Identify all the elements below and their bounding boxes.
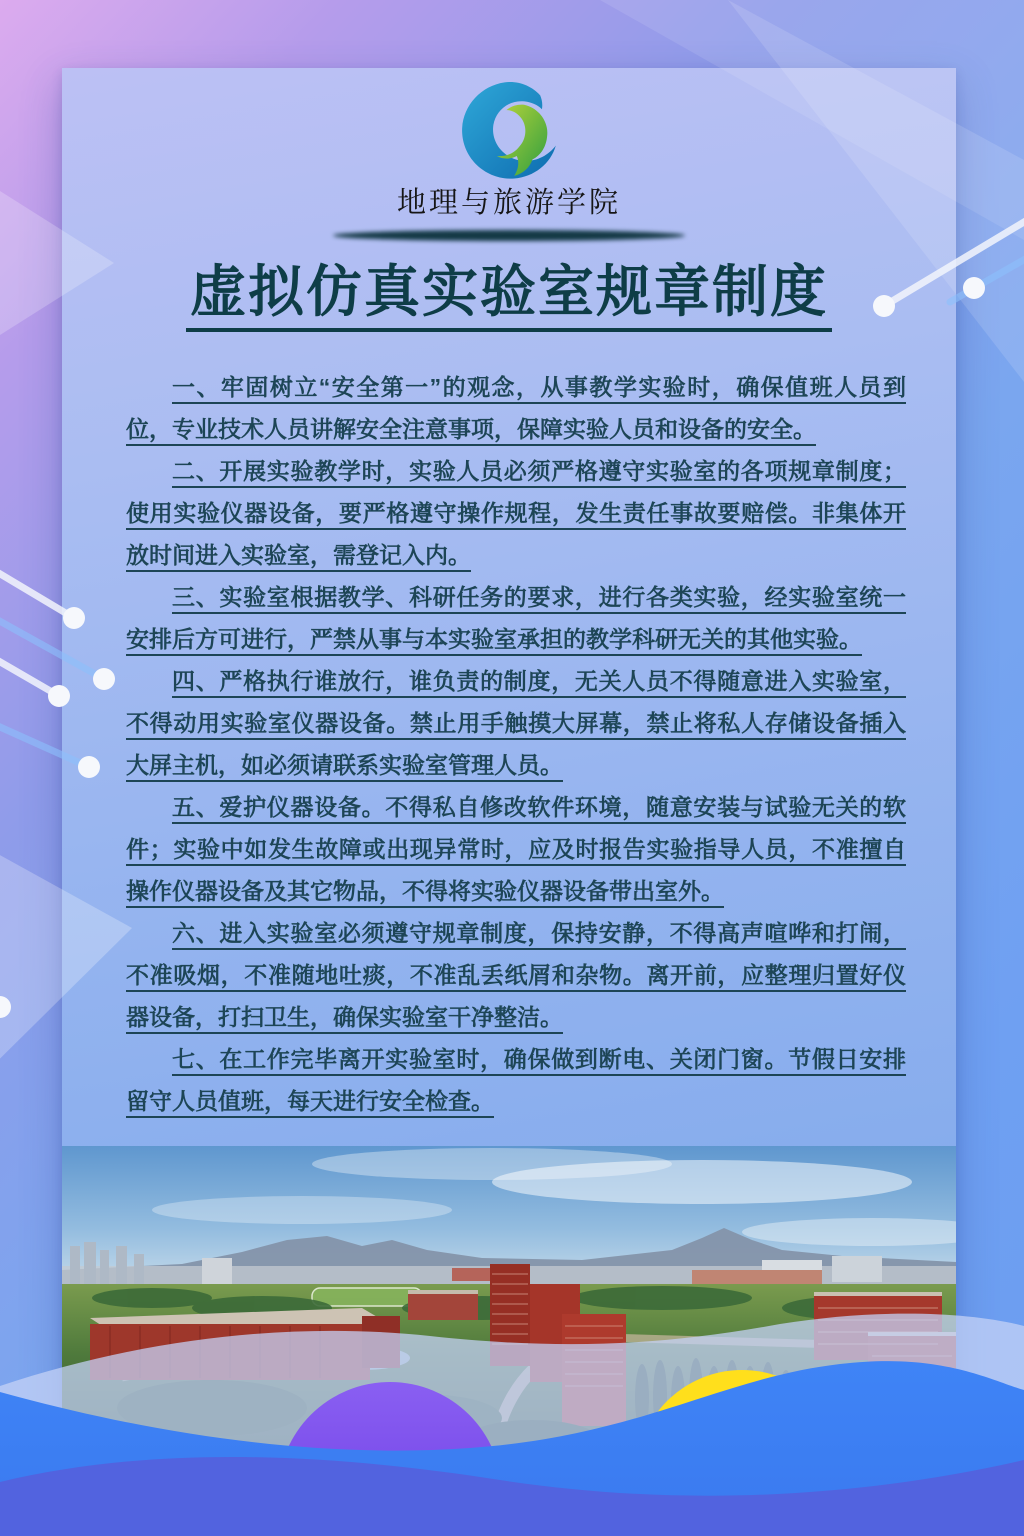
photo-pink-housing [692, 1270, 822, 1285]
college-name: 地理与旅游学院 [396, 187, 621, 219]
indigo-wave [0, 1457, 1024, 1536]
photo-building-central3 [562, 1314, 626, 1426]
photo-building-mid [408, 1294, 478, 1320]
page-title: 虚拟仿真实验室规章制度 [186, 261, 832, 332]
rule-item-6: 六、进入实验室必须遵守规章制度，保持安静，不得高声喧哗和打闹，不准吸烟，不准随地吐痰，不准乱丢纸屑和杂物。离开前，应整理归置好仪器设备，打扫卫生，确保实验室干净整洁。 [126, 920, 906, 1030]
photo-cypress-row [635, 1358, 793, 1434]
rule-item-4: 四、严格执行谁放行，谁负责的制度，无关人员不得随意进入实验室，不得动用实验室仪器设备。禁止用手触摸大屏幕，禁止将私人存储设备插入大屏主机，如必须请联系实验室管理人员。 [126, 668, 906, 778]
campus-photo [62, 1146, 956, 1458]
poster-card [62, 68, 956, 1468]
photo-building-left-wing [362, 1316, 400, 1368]
rule-item-3: 三、实验室根据教学、科研任务的要求，进行各类实验，经实验室统一安排后方可进行，严禁从事与本实验室承担的教学科研无关的其他实验。 [126, 584, 906, 652]
college-logo-icon [457, 78, 561, 182]
rules-list [62, 366, 956, 1122]
photo-sports-field [312, 1288, 422, 1306]
header-divider [333, 230, 685, 241]
rule-item-5: 五、爱护仪器设备。不得私自修改软件环境，随意安装与试验无关的软件；实验中如发生故障或出现异常时，应及时报告实验指导人员，不准擅自操作仪器设备及其它物品，不得将实验仪器设备带出室外。 [126, 794, 906, 904]
rule-item-7: 七、在工作完毕离开实验室时，确保做到断电、关闭门窗。节假日安排留守人员值班，每天进行安全检查。 [126, 1046, 906, 1114]
rule-item-1: 一、牢固树立“安全第一”的观念，从事教学实验时，确保值班人员到位，专业技术人员讲解安全注意事项，保障实验人员和设备的安全。 [126, 374, 906, 442]
cloud [312, 1148, 672, 1180]
cloud [152, 1196, 452, 1224]
rule-item-2: 二、开展实验教学时，实验人员必须严格遵守实验室的各项规章制度；使用实验仪器设备，要严格遵守操作规程，发生责任事故要赔偿。非集体开放时间进入实验室，需登记入内。 [126, 458, 906, 568]
photo-building-tower [490, 1264, 530, 1366]
